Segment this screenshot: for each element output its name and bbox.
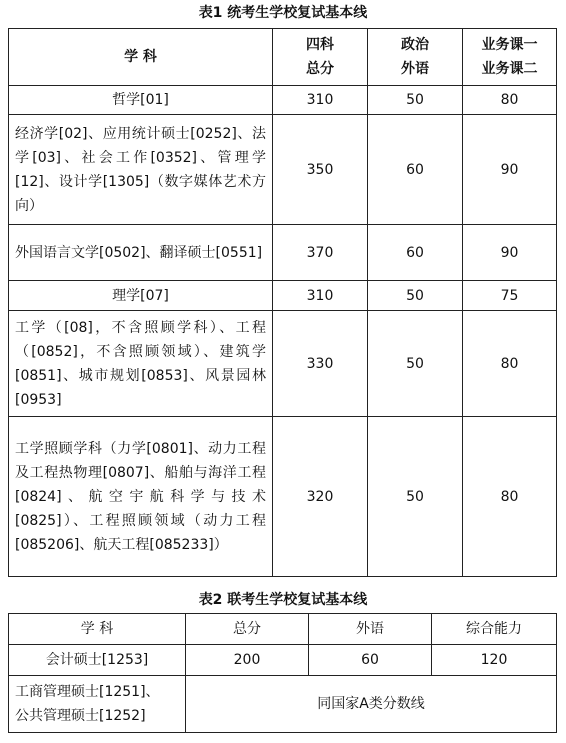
row-politics-foreign: 50 xyxy=(368,86,463,115)
table2-caption: 表2 联考生学校复试基本线 xyxy=(198,592,368,608)
header-subject: 学 科 xyxy=(9,29,273,86)
row-politics-foreign: 60 xyxy=(368,115,463,225)
table2-admission-lines xyxy=(8,613,557,733)
table1-admission-lines xyxy=(8,28,557,577)
row-major: 90 xyxy=(463,115,557,225)
header-politics-line2: 外语 xyxy=(401,61,429,77)
table-row xyxy=(9,281,557,311)
row-total: 310 xyxy=(273,86,368,115)
header-major-line1: 业务课一 xyxy=(481,37,538,53)
row-merged-note: 同国家A类分数线 xyxy=(186,676,557,733)
table2-header-row xyxy=(9,614,557,645)
row-major: 80 xyxy=(463,417,557,577)
table-row xyxy=(9,417,557,577)
table-row xyxy=(9,311,557,417)
row-politics-foreign: 50 xyxy=(368,311,463,417)
header-total xyxy=(273,29,368,86)
row-subject: 外国语言文学[0502]、翻译硕士[0551] xyxy=(9,225,273,281)
table-row xyxy=(9,115,557,225)
header-total-line2: 总分 xyxy=(306,61,334,77)
table-row xyxy=(9,86,557,115)
row-total: 200 xyxy=(186,645,309,676)
row-total: 330 xyxy=(273,311,368,417)
row-total: 310 xyxy=(273,281,368,311)
row-major: 80 xyxy=(463,86,557,115)
row-subject: 工学（[08]，不含照顾学科）、工程（[0852]，不含照顾领域）、建筑学[0851]、城市规划[0853]、风景园林[0953] xyxy=(9,311,273,417)
row-subject-line2: 公共管理硕士[1252] xyxy=(15,708,146,724)
row-total: 350 xyxy=(273,115,368,225)
row-subject-line1: 工商管理硕士[1251]、 xyxy=(15,684,160,700)
table-row xyxy=(9,676,557,733)
table-row xyxy=(9,225,557,281)
header-major-line2: 业务课二 xyxy=(481,61,538,77)
header-comprehensive: 综合能力 xyxy=(432,614,557,645)
header-politics-line1: 政治 xyxy=(401,37,429,53)
table1-caption: 表1 统考生学校复试基本线 xyxy=(198,5,368,21)
row-subject: 工学照顾学科（力学[0801]、动力工程及工程热物理[0807]、船舶与海洋工程[0824]、航空宇航科学与技术[0825]）、工程照顾领域（动力工程[085206]、航天工程[085233]） xyxy=(9,417,273,577)
row-politics-foreign: 50 xyxy=(368,281,463,311)
row-subject: 理学[07] xyxy=(9,281,273,311)
header-foreign: 外语 xyxy=(309,614,432,645)
row-subject: 哲学[01] xyxy=(9,86,273,115)
row-major: 90 xyxy=(463,225,557,281)
row-total: 320 xyxy=(273,417,368,577)
header-politics-foreign xyxy=(368,29,463,86)
row-subject: 会计硕士[1253] xyxy=(9,645,186,676)
row-subject xyxy=(9,676,186,733)
header-total-line1: 四科 xyxy=(306,37,334,53)
row-total: 370 xyxy=(273,225,368,281)
row-subject: 经济学[02]、应用统计硕士[0252]、法学[03]、社会工作[0352]、管理学[12]、设计学[1305]（数字媒体艺术方向） xyxy=(9,115,273,225)
row-politics-foreign: 60 xyxy=(368,225,463,281)
row-major: 80 xyxy=(463,311,557,417)
row-comprehensive: 120 xyxy=(432,645,557,676)
header-total: 总分 xyxy=(186,614,309,645)
table-row xyxy=(9,645,557,676)
header-subject: 学 科 xyxy=(9,614,186,645)
header-major xyxy=(463,29,557,86)
row-politics-foreign: 50 xyxy=(368,417,463,577)
table1-header-row xyxy=(9,29,557,86)
row-major: 75 xyxy=(463,281,557,311)
row-foreign: 60 xyxy=(309,645,432,676)
